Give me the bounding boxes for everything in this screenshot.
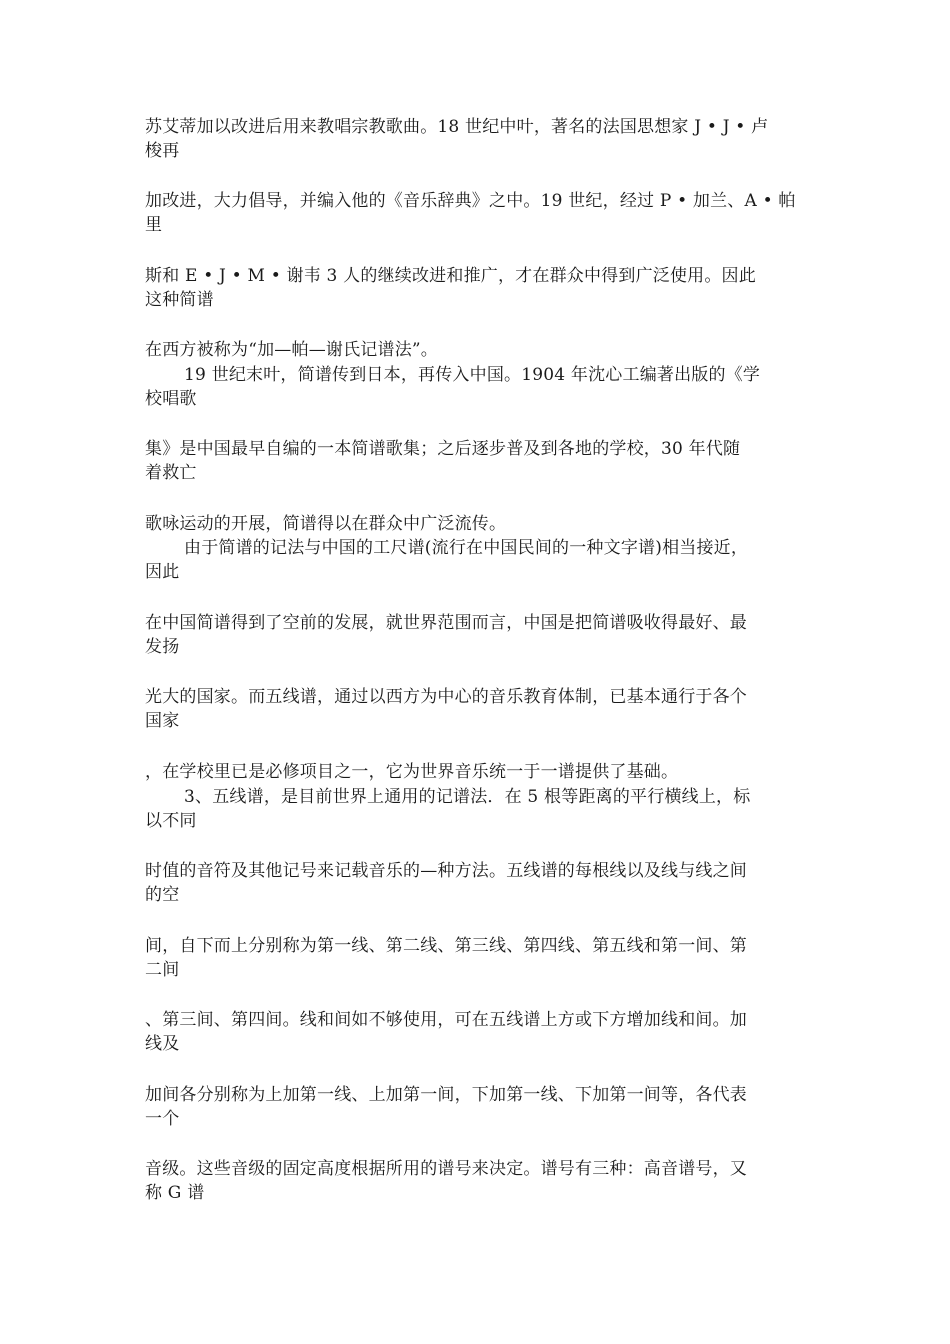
text-line: 苏艾蒂加以改进后用来教唱宗教歌曲。18 世纪中叶，著名的法国思想家 J • J • 卢 (145, 117, 769, 137)
text-line: 、第三间、第四间。线和间如不够使用，可在五线谱上方或下方增加线和间。加 (145, 1010, 747, 1030)
text-line: 在西方被称为“加—帕—谢氏记谱法”。 (145, 340, 438, 360)
text-line: 加改进，大力倡导，并编入他的《音乐辞典》之中。19 世纪，经过 P • 加兰、A • 帕 (145, 191, 796, 211)
text-line: ，在学校里已是必修项目之一，它为世界音乐统一于一谱提供了基础。 (145, 762, 679, 782)
text-line: 3、五线谱，是目前世界上通用的记谱法．在 5 根等距离的平行横线上，标 (184, 787, 751, 807)
text-line: 一个 (145, 1109, 180, 1129)
text-line: 发扬 (145, 637, 180, 657)
text-line: 由于简谱的记法与中国的工尺谱(流行在中国民间的一种文字谱)相当接近， (184, 538, 749, 558)
text-line: 二间 (145, 960, 180, 980)
text-line: 音级。这些音级的固定高度根据所用的谱号来决定。谱号有三种：高音谱号，又 (145, 1159, 747, 1179)
text-line: 在中国简谱得到了空前的发展，就世界范围而言，中国是把简谱吸收得最好、最 (145, 613, 747, 633)
text-line: 间，自下而上分别称为第一线、第二线、第三线、第四线、第五线和第一间、第 (145, 936, 747, 956)
text-line: 因此 (145, 562, 180, 582)
text-line: 加间各分别称为上加第一线、上加第一间，下加第一线、下加第一间等，各代表 (145, 1085, 747, 1105)
text-line: 以不同 (145, 811, 197, 831)
text-line: 时值的音符及其他记号来记载音乐的—种方法。五线谱的每根线以及线与线之间 (145, 861, 747, 881)
text-line: 的空 (145, 885, 180, 905)
text-line: 斯和 E • J • M • 谢韦 3 人的继续改进和推广，才在群众中得到广泛使用。因此 (145, 266, 756, 286)
text-line: 梭再 (145, 141, 180, 161)
text-line: 这种简谱 (145, 290, 214, 310)
text-line: 里 (145, 215, 163, 235)
text-line: 校唱歌 (145, 389, 197, 409)
text-line: 国家 (145, 711, 180, 731)
text-line: 称 G 谱 (145, 1183, 205, 1203)
text-line: 光大的国家。而五线谱，通过以西方为中心的音乐教育体制，已基本通行于各个 (145, 687, 747, 707)
text-line: 19 世纪末叶，简谱传到日本，再传入中国。1904 年沈心工编著出版的《学 (184, 365, 761, 385)
text-line: 线及 (145, 1034, 180, 1054)
text-line: 集》是中国最早自编的一本简谱歌集；之后逐步普及到各地的学校，30 年代随 (145, 439, 741, 459)
text-line: 歌咏运动的开展，简谱得以在群众中广泛流传。 (145, 514, 507, 534)
text-line: 着救亡 (145, 463, 197, 483)
